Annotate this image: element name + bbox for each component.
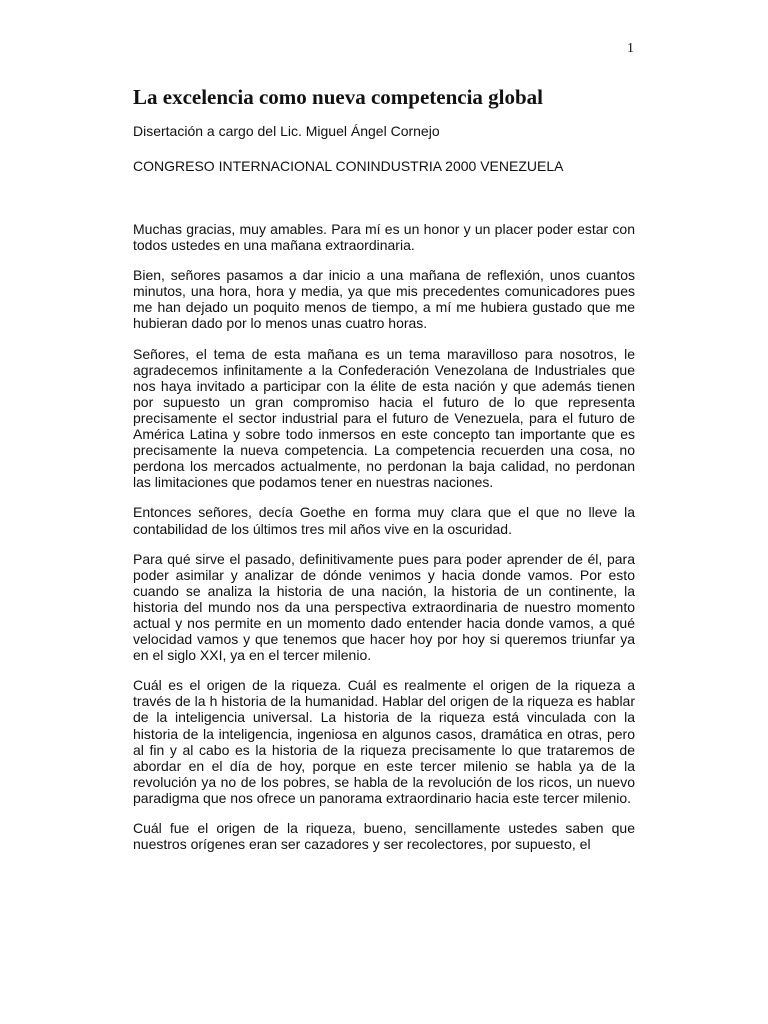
document-title: La excelencia como nueva competencia global (133, 85, 544, 109)
page-number: 1 (627, 41, 634, 56)
body-paragraph: Cuál es el origen de la riqueza. Cuál es realmente el origen de la riqueza a través de la h historia de la humanidad. Hablar del origen de la riqueza es hablar de la inteligencia universal. La historia de la riqueza está vinculada con la historia de la inteligencia, ingeniosa en algunos casos, dramática en otras, pero al fin y al cabo es la historia de la riqueza precisamente lo que trataremos de abordar en el día de hoy, porque en este tercer milenio se habla ya de la revolución ya no de los pobres, se habla de la revolución de los ricos, un nuevo paradigma que nos ofrece un panorama extraordinario hacia este tercer milenio. (133, 677, 635, 806)
body-paragraph: Bien, señores pasamos a dar inicio a una mañana de reflexión, unos cuantos minutos, una hora, hora y media, ya que mis precedentes comunicadores pues me han dejado un poquito menos de tiempo, a mí me hubiera gustado que me hubieran dado por lo menos unas cuatro horas. (133, 267, 635, 332)
document-body (133, 221, 635, 866)
body-paragraph: Señores, el tema de esta mañana es un tema maravilloso para nosotros, le agradecemos infinitamente a la Confederación Venezolana de Industriales que nos haya invitado a participar con la élite de esta nación y que además tienen por supuesto un gran compromiso hacia el futuro de lo que representa precisamente el sector industrial para el futuro de Venezuela, para el futuro de América Latina y sobre todo inmersos en este concepto tan importante que es precisamente la nueva competencia. La competencia recuerden una cosa, no perdona los mercados actualmente, no perdonan la baja calidad, no perdonan las limitaciones que podamos tener en nuestras naciones. (133, 345, 635, 491)
body-paragraph: Entonces señores, decía Goethe en forma muy clara que el que no lleve la contabilidad de los últimos tres mil años vive en la oscuridad. (133, 504, 635, 537)
congress-heading: CONGRESO INTERNACIONAL CONINDUSTRIA 2000 VENEZUELA (133, 158, 564, 174)
body-paragraph: Para qué sirve el pasado, definitivamente pues para poder aprender de él, para poder asimilar y analizar de dónde venimos y hacia donde vamos. Por esto cuando se analiza la historia de una nación, la historia de un continente, la historia del mundo nos da una perspectiva extraordinaria de nuestro momento actual y nos permite en un momento dado entender hacia donde vamos, a qué velocidad vamos y que tenemos que hacer hoy por hoy si queremos triunfar ya en el siglo XXI, ya en el tercer milenio. (133, 550, 635, 664)
body-paragraph: Muchas gracias, muy amables. Para mí es un honor y un placer poder estar con todos ustedes en una mañana extraordinaria. (133, 221, 635, 254)
body-paragraph: Cuál fue el origen de la riqueza, bueno, sencillamente ustedes saben que nuestros orígenes eran ser cazadores y ser recolectores, por supuesto, el (133, 820, 635, 853)
document-subtitle: Disertación a cargo del Lic. Miguel Ángel Cornejo (133, 123, 440, 139)
